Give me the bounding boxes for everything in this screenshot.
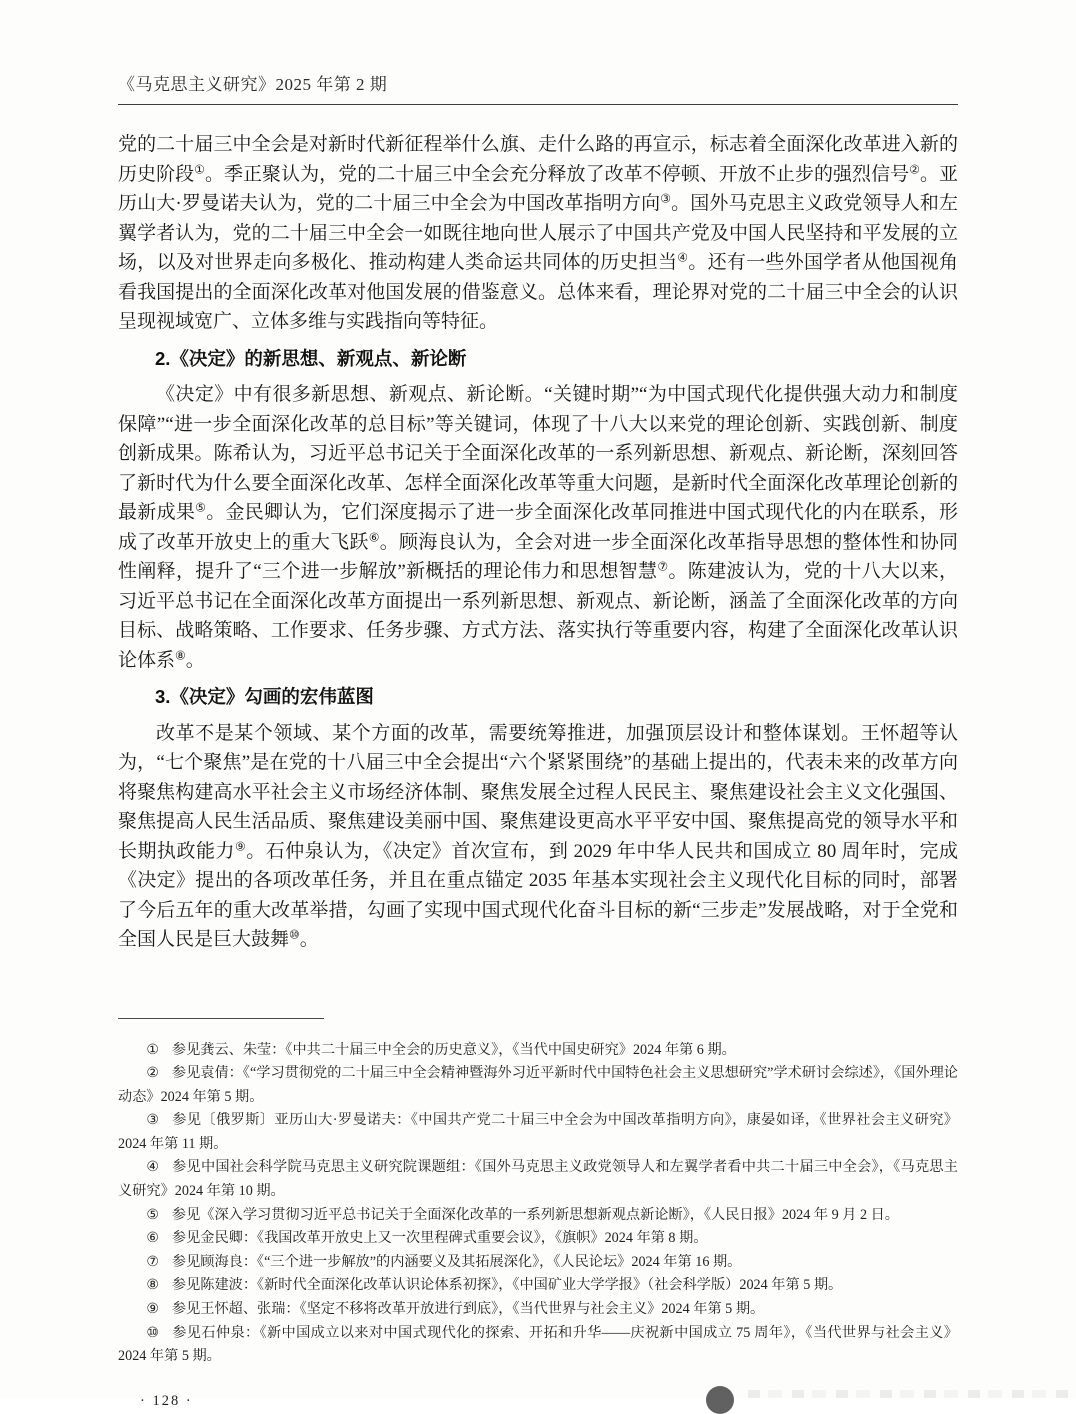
footnote-text: 参见龚云、朱莹：《中共二十届三中全会的历史意义》，《当代中国史研究》2024 年第 6 期。 <box>171 1041 736 1058</box>
footnote-text: 参见袁倩：《“学习贯彻党的二十届三中全会精神暨海外习近平新时代中国特色社会主义思想研究”学术研讨会综述》，《国外理论动态》2024 年第 5 期。 <box>118 1065 958 1105</box>
article-body <box>118 130 958 955</box>
footnote-item <box>118 1251 958 1275</box>
footnote-item <box>118 1274 958 1298</box>
footnote-marker: ① <box>146 1041 160 1058</box>
footnote-reference: ② <box>909 161 920 176</box>
footnote-marker: ④ <box>146 1159 160 1176</box>
footnote-item <box>118 1062 958 1109</box>
footnote-text: 参见王怀超、张瑞：《坚定不移将改革开放进行到底》，《当代世界与社会主义》2024 年第 5 期。 <box>171 1301 765 1318</box>
footnote-text: 参见金民卿：《我国改革开放史上又一次里程碑式重要会议》，《旗帜》2024 年第 8 期。 <box>171 1230 708 1247</box>
section-heading-2: 2.《决定》的新思想、新观点、新论断 <box>155 347 467 369</box>
footnote-text: 参见〔俄罗斯〕亚历山大·罗曼诺夫：《中国共产党二十届三中全会为中国改革指明方向》，康晏如译，《世界社会主义研究》2024 年第 11 期。 <box>118 1112 958 1152</box>
footnote-reference: ⑧ <box>175 647 186 662</box>
footnote-item <box>118 1039 958 1063</box>
footnote-marker: ⑩ <box>146 1324 160 1341</box>
footnote-reference: ① <box>194 161 205 176</box>
body-paragraph: 《决定》中有很多新思想、新观点、新论断。“关键时期”“为中国式现代化提供强大动力和制度保障”“进一步全面深化改革的总目标”等关键词，体现了十八大以来党的理论创新、实践创新、制度创新成果。陈希认为，习近平总书记关于全面深化改革的一系列新思想、新观点、新论断，深刻回答了新时代为什么要全面深化改革、怎样全面深化改革等重大问题，是新时代全面深化改革理论创新的最新成果⑤。金民卿认为，它们深度揭示了进一步全面深化改革同推进中国式现代化的内在联系，形成了改革开放史上的重大飞跃⑥。顾海良认为，全会对进一步全面深化改革指导思想的整体性和协同性阐释，提升了“三个进一步解放”新概括的理论伟力和思想智慧⑦。陈建波认为，党的十八大以来，习近平总书记在全面深化改革方面提出一系列新思想、新观点、新论断，涵盖了全面深化改革的方向目标、战略策略、工作要求、任务步骤、方式方法、落实执行等重要内容，构建了全面深化改革认识论体系⑧。 <box>118 384 958 671</box>
footnote-reference: ③ <box>660 191 672 206</box>
footnote-reference: ⑨ <box>235 838 247 853</box>
footnote-text: 参见陈建波：《新时代全面深化改革认识论体系初探》，《中国矿业大学学报》（社会科学版）2024 年第 5 期。 <box>171 1277 843 1294</box>
faint-watermark <box>748 1390 1070 1398</box>
footnote-reference: ④ <box>677 250 689 265</box>
footnote-text: 参见中国社会科学院马克思主义研究院课题组：《国外马克思主义政党领导人和左翼学者看中共二十届三中全会》，《马克思主义研究》2024 年第 10 期。 <box>118 1159 958 1200</box>
header-rule <box>118 104 958 105</box>
footnote-reference: ⑦ <box>657 559 669 574</box>
footnote-marker: ⑨ <box>146 1301 160 1318</box>
section-heading-3: 3.《决定》勾画的宏伟蓝图 <box>155 686 374 707</box>
footnote-marker: ⑤ <box>146 1206 160 1223</box>
running-header <box>118 0 958 105</box>
footnote-marker: ⑧ <box>146 1277 160 1294</box>
footnote-text: 参见《深入学习贯彻习近平总书记关于全面深化改革的一系列新思想新观点新论断》，《人民日报》2024 年 9 月 2 日。 <box>171 1206 899 1223</box>
footnote-text: 参见顾海良：《“三个进一步解放”的内涵要义及其拓展深化》，《人民论坛》2024 年第 16 期。 <box>171 1253 742 1270</box>
body-paragraph-continued: 党的二十届三中全会是对新时代新征程举什么旗、走什么路的再宣示，标志着全面深化改革进入新的历史阶段①。季正聚认为，党的二十届三中全会充分释放了改革不停顿、开放不止步的强烈信号②。亚历山大·罗曼诺夫认为，党的二十届三中全会为中国改革指明方向③。国外马克思主义政党领导人和左翼学者认为，党的二十届三中全会一如既往地向世人展示了中国共产党及中国人民坚持和平发展的立场，以及对世界走向多极化、推动构建人类命运共同体的历史担当④。还有一些外国学者从他国视角看我国提出的全面深化改革对他国发展的借鉴意义。总体来看，理论界对党的二十届三中全会的认识呈现视域宽广、立体多维与实践指向等特征。 <box>118 134 958 332</box>
footnote-marker: ⑥ <box>146 1230 160 1247</box>
footnote-marker: ② <box>146 1065 160 1082</box>
page-number: · 128 · <box>140 1392 193 1409</box>
journal-issue-line: 《马克思主义研究》2025 年第 2 期 <box>118 75 388 94</box>
footnote-reference: ⑤ <box>195 500 207 515</box>
footnote-separator <box>118 1018 324 1019</box>
footnote-item <box>118 1204 958 1228</box>
footnote-reference: ⑥ <box>368 529 380 544</box>
body-paragraph: 改革不是某个领域、某个方面的改革，需要统筹推进，加强顶层设计和整体谋划。王怀超等认为，“七个聚焦”是在党的十八届三中全会提出“六个紧紧围绕”的基础上提出的，代表未来的改革方向将聚焦构建高水平社会主义市场经济体制、聚焦发展全过程人民民主、聚焦建设社会主义文化强国、聚焦提高人民生活品质、聚焦建设美丽中国、聚焦建设更高水平平安中国、聚焦提高党的领导水平和长期执政能力⑨。石仲泉认为，《决定》首次宣布，到 2029 年中华人民共和国成立 80 周年时，完成《决定》提出的各项改革任务，并且在重点锚定 2035 年基本实现社会主义现代化目标的同时，部署了今后五年的重大改革举措，勾画了实现中国式现代化奋斗目标的新“三步走”发展战略，对于全党和全国人民是巨大鼓舞⑩。 <box>118 722 958 950</box>
footnote-marker: ⑦ <box>146 1253 160 1270</box>
footnote-marker: ③ <box>146 1112 160 1129</box>
footnote-item <box>118 1298 958 1322</box>
footnote-item <box>118 1227 958 1251</box>
footnote-item <box>118 1322 958 1369</box>
footnote-item <box>118 1156 958 1203</box>
footnotes-section <box>118 1018 958 1369</box>
cutoff-logo-circle <box>706 1386 734 1414</box>
footnote-text: 参见石仲泉：《新中国成立以来对中国式现代化的探索、开拓和升华——庆祝新中国成立 75 周年》，《当代世界与社会主义》2024 年第 5 期。 <box>118 1324 958 1365</box>
footnote-item <box>118 1109 958 1156</box>
footnote-reference: ⑩ <box>289 927 300 942</box>
